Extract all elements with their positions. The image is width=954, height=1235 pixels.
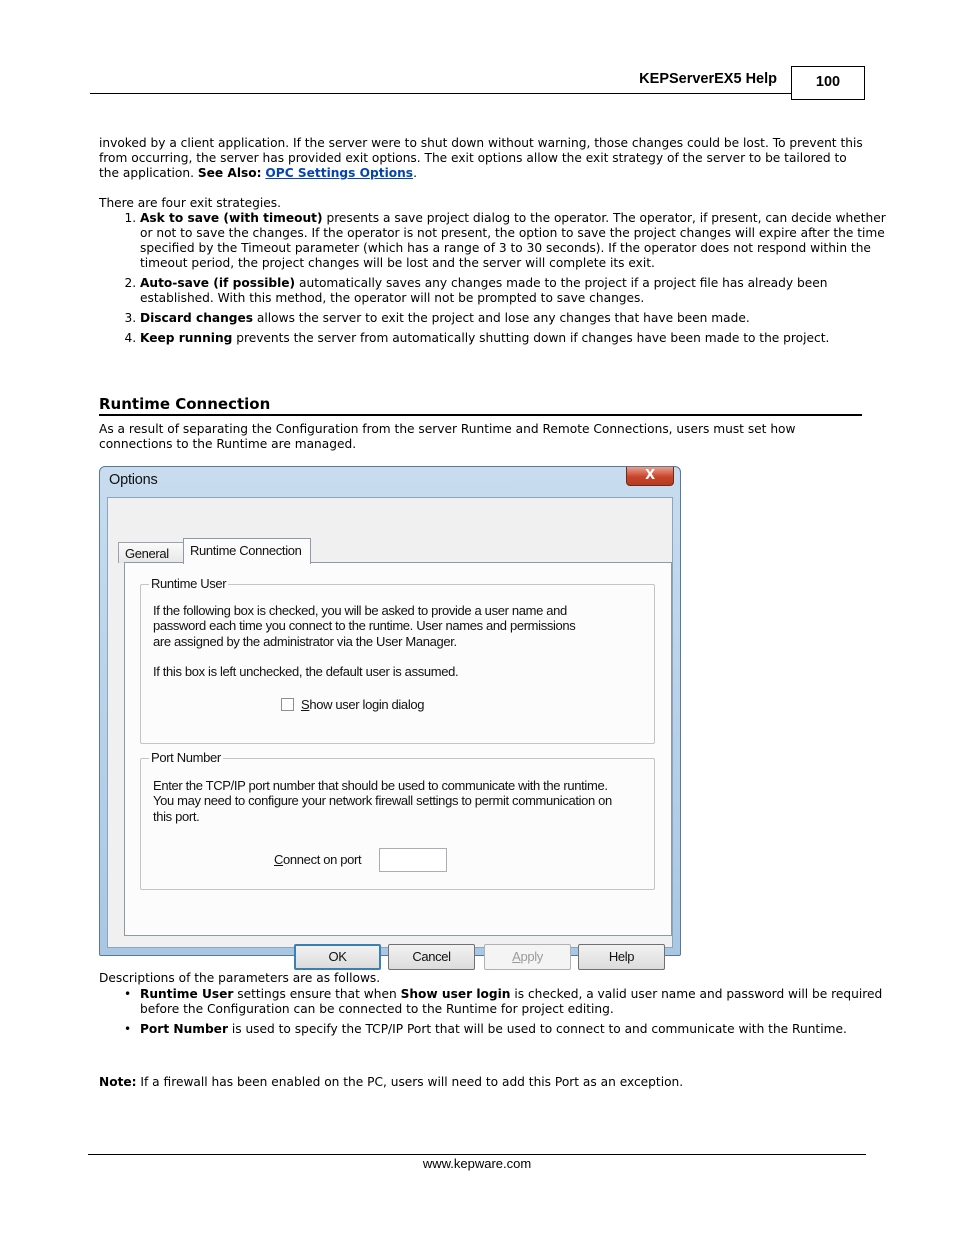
intro-trailing: .	[413, 166, 417, 180]
strategy-text: allows the server to exit the project and lose any changes that have been made.	[253, 311, 750, 325]
intro-text: invoked by a client application. If the server were to shut down without warning, those changes could be lost. To prevent this from occurring, the server has provided exit options. The exit options allow the exit strategy of the server to be tailored to the application.	[99, 136, 863, 180]
options-dialog	[99, 466, 681, 964]
apply-button[interactable]	[484, 944, 571, 970]
strategy-term: Discard changes	[140, 311, 254, 325]
page-number: 100	[791, 66, 865, 100]
port-number-group	[140, 750, 655, 890]
mnemonic: S	[301, 697, 310, 712]
see-also-label: See Also:	[197, 166, 262, 180]
tab-general[interactable]: General	[118, 542, 184, 563]
port-input[interactable]	[379, 848, 447, 872]
port-number-legend: Port Number	[151, 750, 221, 765]
section-title: Runtime Connection	[99, 395, 271, 413]
tab-runtime-connection[interactable]: Runtime Connection	[183, 538, 311, 564]
ok-button[interactable]: OK	[294, 944, 381, 970]
runtime-user-legend: Runtime User	[151, 576, 227, 591]
runtime-user-text: If the following box is checked, you will be asked to provide a user name and password each time you connect to the runtime. User names and permissions are assigned by the administrator via the User Manager.	[153, 603, 576, 649]
label-rest: onnect on port	[283, 852, 362, 867]
tab-panel	[124, 562, 672, 936]
note-text: If a firewall has been enabled on the PC, users will need to add this Port as an exception.	[136, 1075, 684, 1089]
list-item	[140, 331, 902, 346]
footer-rule	[88, 1154, 866, 1155]
runtime-user-group	[140, 576, 655, 744]
label-rest: how user login dialog	[309, 697, 425, 712]
footer-url: www.kepware.com	[422, 1156, 532, 1171]
list-item	[140, 1022, 902, 1037]
doc-title: KEPServerEX5 Help	[639, 71, 777, 87]
param-text: is checked, a valid user name and password will be required before the Configuration can be connected to the Runtime for project editing.	[140, 987, 883, 1016]
param-term: Runtime User	[140, 987, 234, 1001]
note-label: Note:	[99, 1075, 137, 1089]
opc-settings-link[interactable]: OPC Settings Options	[265, 166, 414, 180]
intro-paragraph	[99, 136, 863, 181]
section-rule	[99, 414, 862, 416]
strategy-term: Auto-save (if possible)	[140, 276, 296, 290]
exit-strategies-list	[99, 211, 902, 351]
strategies-lead: There are four exit strategies.	[99, 196, 281, 210]
strategy-text: presents a save project dialog to the operator. The operator, if present, can decide whether or not to save the changes. If the operator is not present, the option to save the project changes will expire after the time specified by the Timeout parameter (which has a range of 3 to 30 seconds). If the operator does not respond within the timeout period, the project changes will be lost and the server will complete its exit.	[140, 211, 886, 270]
help-button[interactable]: Help	[578, 944, 665, 970]
list-item	[140, 987, 902, 1017]
section-intro: As a result of separating the Configuration from the server Runtime and Remote Connections, users must set how connections to the Runtime are managed.	[99, 422, 796, 451]
strategy-term: Keep running	[140, 331, 233, 345]
header-rule	[90, 93, 791, 94]
cancel-button[interactable]: Cancel	[388, 944, 475, 970]
list-item	[140, 311, 902, 326]
list-item	[140, 211, 902, 271]
show-login-label[interactable]	[301, 697, 424, 712]
runtime-user-default-text: If this box is left unchecked, the default user is assumed.	[153, 664, 459, 679]
label-rest: pply	[520, 949, 543, 964]
param-text: is used to specify the TCP/IP Port that will be used to connect to and communicate with the Runtime.	[227, 1022, 847, 1036]
params-list	[99, 987, 902, 1042]
strategy-text: prevents the server from automatically shutting down if changes have been made to the project.	[232, 331, 830, 345]
show-login-checkbox[interactable]	[281, 698, 294, 711]
strategy-text: automatically saves any changes made to the project if a project file has already been established. With this method, the operator will not be prompted to save changes.	[140, 276, 828, 305]
close-icon[interactable]: X	[626, 467, 674, 486]
params-lead: Descriptions of the parameters are as follows.	[99, 971, 381, 985]
mnemonic: C	[274, 852, 284, 867]
param-term: Show user login	[400, 987, 511, 1001]
dialog-title: Options	[109, 472, 158, 488]
param-text: settings ensure that when	[233, 987, 401, 1001]
strategy-term: Ask to save (with timeout)	[140, 211, 323, 225]
connect-on-port-label	[274, 852, 361, 867]
dialog-body	[107, 497, 673, 964]
port-number-text: Enter the TCP/IP port number that should be used to communicate with the runtime. You may need to configure your network firewall settings to permit communication on this port.	[153, 778, 612, 824]
list-item	[140, 276, 902, 306]
mnemonic: A	[512, 949, 521, 964]
param-term: Port Number	[140, 1022, 228, 1036]
note-paragraph	[99, 1075, 863, 1090]
